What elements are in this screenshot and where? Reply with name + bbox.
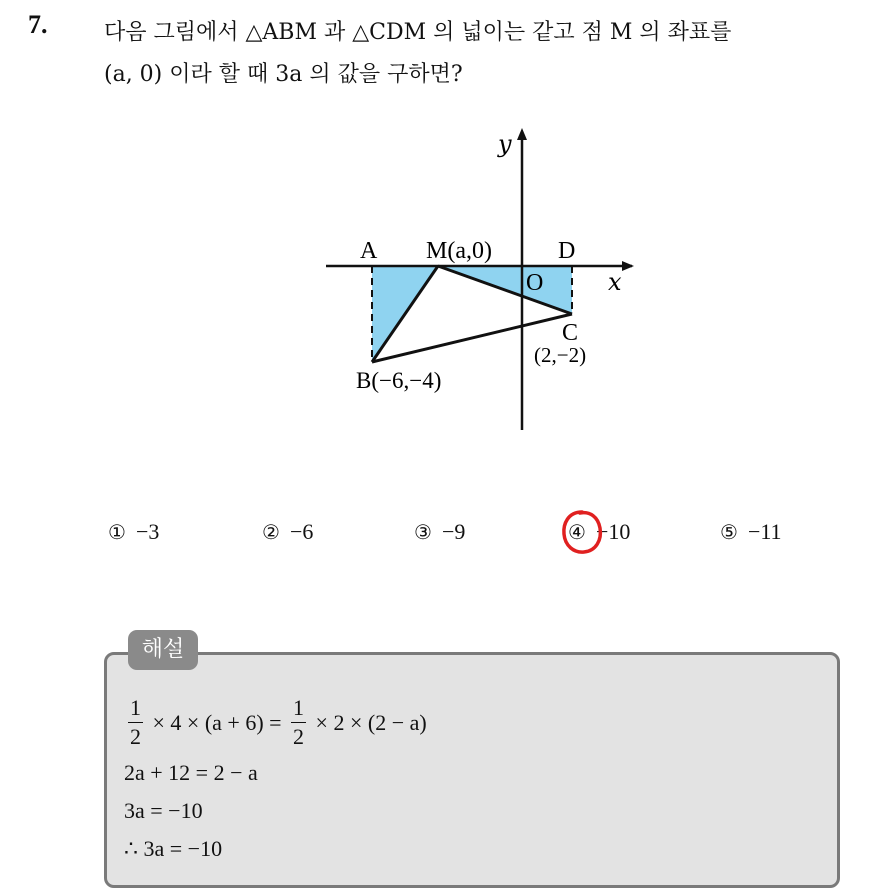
solution-equation-1 <box>124 688 427 754</box>
choice-2-value: −6 <box>289 519 314 544</box>
choice-5-number: ⑤ <box>720 520 738 544</box>
choice-3-value: −9 <box>441 519 466 544</box>
figure-svg <box>300 118 660 438</box>
choice-4-number: ④ <box>568 520 586 544</box>
x-axis-arrow <box>622 261 634 271</box>
solution-tab: 해설 <box>128 630 198 670</box>
choice-3[interactable] <box>414 510 465 554</box>
label-D: D <box>558 238 576 264</box>
fraction-half-1: $\frac{1}{2}$ <box>130 695 141 750</box>
choice-5[interactable] <box>720 510 782 554</box>
choice-1-number: ① <box>108 520 126 544</box>
y-axis-arrow <box>517 128 527 140</box>
choice-2[interactable] <box>262 510 313 554</box>
label-C: C <box>562 320 579 346</box>
label-A: A <box>360 238 378 264</box>
fraction-half-2: $\frac{1}{2}$ <box>293 695 305 750</box>
choice-4[interactable] <box>568 510 630 554</box>
coordinate-figure <box>300 118 660 438</box>
label-B: B(−6,−4) <box>356 368 442 393</box>
choice-1[interactable] <box>108 510 159 554</box>
choice-2-number: ② <box>262 520 280 544</box>
question-line-1: 다음 그림에서 △ABM 과 △CDM 의 넓이는 같고 점 M 의 좌표를 <box>104 20 732 45</box>
label-C-coord: (2,−2) <box>534 343 587 367</box>
choice-3-number: ③ <box>414 520 432 544</box>
answer-choices <box>108 510 828 554</box>
label-M: M(a,0) <box>426 238 492 264</box>
equation-1-middle: × 4 × (a + 6) = <box>152 709 282 735</box>
solution-content <box>124 688 427 868</box>
choice-4-value: −10 <box>595 519 631 544</box>
question-number: 7. <box>28 10 48 39</box>
label-x: x <box>608 268 622 296</box>
label-O: O <box>526 270 544 296</box>
solution-equation-3: 3a = −10 <box>124 798 203 823</box>
solution-equation-4: ∴ 3a = −10 <box>124 836 223 861</box>
question-line-2: (a, 0) 이라 할 때 3a 의 값을 구하면? <box>104 62 463 87</box>
choice-1-value: −3 <box>135 519 160 544</box>
question-text <box>104 12 874 96</box>
choice-5-value: −11 <box>747 519 782 544</box>
label-y: y <box>498 130 512 158</box>
solution-equation-2: 2a + 12 = 2 − a <box>124 760 258 785</box>
equation-1-end: × 2 × (2 − a) <box>315 709 427 735</box>
